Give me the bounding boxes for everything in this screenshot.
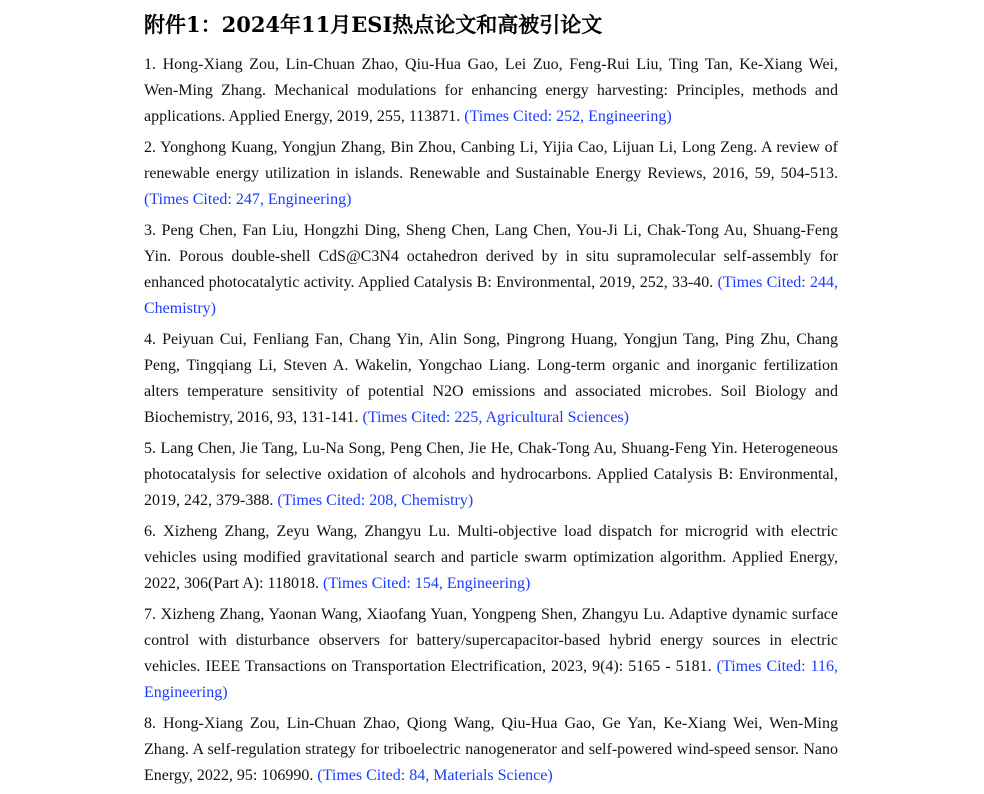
reference-entry	[144, 711, 838, 789]
reference-text: 3. Peng Chen, Fan Liu, Hongzhi Ding, Sheng Chen, Lang Chen, You-Ji Li, Chak-Tong Au, Shuang-Feng Yin. Porous double-shell CdS@C3N4 octahedron derived by in situ supramolecular self-assembly for enhanced photocatalytic activity. Applied Catalysis B: Environmental, 2019, 252, 33-40.	[144, 222, 838, 291]
document-page	[144, 10, 838, 794]
reference-text: 7. Xizheng Zhang, Yaonan Wang, Xiaofang Yuan, Yongpeng Shen, Zhangyu Lu. Adaptive dynamic surface control with disturbance observers for battery/supercapacitor-based hybrid energy sources in electric vehicles. IEEE Transactions on Transportation Electrification, 2023, 9(4): 5165 - 5181.	[144, 606, 838, 675]
citation-count: (Times Cited: 208, Chemistry)	[277, 492, 474, 509]
reference-entry	[144, 602, 838, 706]
reference-text: 2. Yonghong Kuang, Yongjun Zhang, Bin Zhou, Canbing Li, Yijia Cao, Lijuan Li, Long Zeng. A review of renewable energy utilization in islands. Renewable and Sustainable Energy Reviews, 2016, 59, 504-513.	[144, 139, 838, 182]
citation-count: (Times Cited: 252, Engineering)	[464, 108, 672, 125]
reference-text: 4. Peiyuan Cui, Fenliang Fan, Chang Yin, Alin Song, Pingrong Huang, Yongjun Tang, Ping Zhu, Chang Peng, Tingqiang Li, Steven A. Wakelin, Yongchao Liang. Long-term organic and inorganic fertilization alters temperature sensitivity of potential N2O emissions and associated microbes. Soil Biology and Biochemistry, 2016, 93, 131-141.	[144, 331, 838, 426]
reference-text: 5. Lang Chen, Jie Tang, Lu-Na Song, Peng Chen, Jie He, Chak-Tong Au, Shuang-Feng Yin. Heterogeneous photocatalysis for selective oxidation of alcohols and hydrocarbons. Applied Catalysis B: Environmental, 2019, 242, 379-388.	[144, 440, 838, 509]
citation-count: (Times Cited: 116, Engineering)	[144, 658, 839, 701]
reference-entry	[144, 135, 838, 213]
reference-text: 8. Hong-Xiang Zou, Lin-Chuan Zhao, Qiong Wang, Qiu-Hua Gao, Ge Yan, Ke-Xiang Wei, Wen-Ming Zhang. A self-regulation strategy for triboelectric nanogenerator and self-powered wind-speed sensor. Nano Energy, 2022, 95: 106990.	[144, 715, 838, 784]
reference-entry	[144, 519, 838, 597]
page-title: 附件1：2024年11月ESI热点论文和高被引论文	[144, 12, 603, 37]
reference-entry	[144, 218, 838, 322]
citation-count: (Times Cited: 84, Materials Science)	[317, 767, 553, 784]
reference-entry	[144, 52, 838, 130]
reference-text: 1. Hong-Xiang Zou, Lin-Chuan Zhao, Qiu-Hua Gao, Lei Zuo, Feng-Rui Liu, Ting Tan, Ke-Xiang Wei, Wen-Ming Zhang. Mechanical modulations for enhancing energy harvesting: Principles, methods and applications. Applied Energy, 2019, 255, 113871.	[144, 56, 838, 125]
reference-entry	[144, 436, 838, 514]
citation-count: (Times Cited: 225, Agricultural Sciences)	[362, 409, 629, 426]
citation-count: (Times Cited: 247, Engineering)	[144, 191, 352, 208]
citation-count: (Times Cited: 154, Engineering)	[322, 575, 531, 592]
reference-text: 6. Xizheng Zhang, Zeyu Wang, Zhangyu Lu. Multi-objective load dispatch for microgrid with electric vehicles using modified gravitational search and particle swarm optimization algorithm. Applied Energy, 2022, 306(Part A): 118018.	[144, 523, 838, 592]
citation-count: (Times Cited: 244, Chemistry)	[144, 274, 839, 317]
reference-entry	[144, 327, 838, 431]
